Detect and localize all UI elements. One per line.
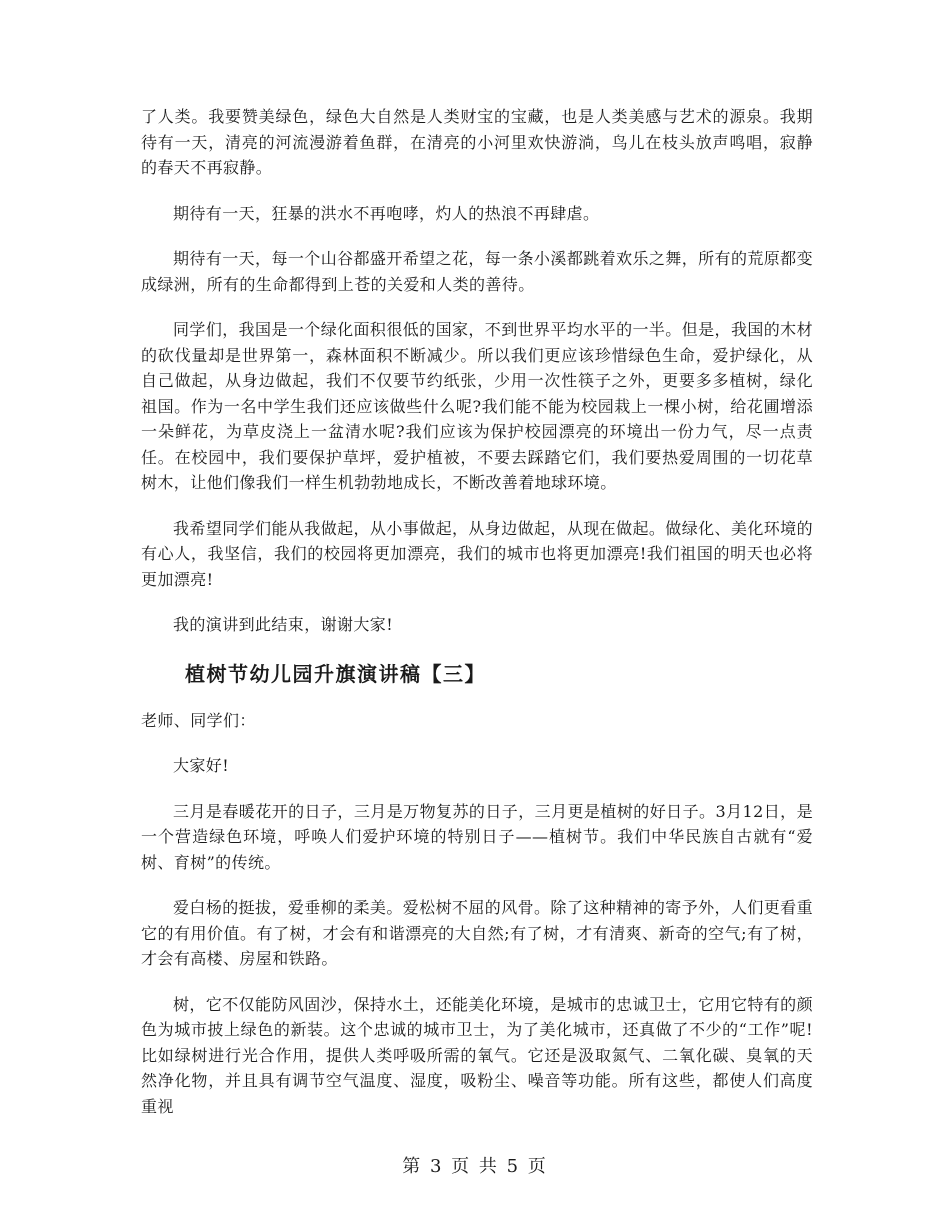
paragraph-closing: 我的演讲到此结束，谢谢大家! [173,615,394,634]
paragraph-continuation: 了人类。我要赞美绿色，绿色大自然是人类财宝的宝藏，也是人类美感与艺术的源泉。我期待有一天，清亮的河流漫游着鱼群，在清亮的小河里欢快游淌，鸟儿在枝头放声鸣唱，寂静的春天不再寂静。 [141,107,813,177]
paragraph-hope-flood: 期待有一天，狂暴的洪水不再咆哮，灼人的热浪不再肆虐。 [173,203,600,223]
greeting: 大家好! [173,756,230,775]
paragraph-hope-classmates: 我希望同学们能从我做起，从小事做起，从身边做起，从现在做起。做绿化、美化环境的有心人，我坚信，我们的校园将更加漂亮，我们的城市也将更加漂亮!我们祖国的明天也必将更加漂亮! [141,518,813,589]
salutation: 老师、同学们： [141,710,256,730]
paragraph-poplar: 爱白杨的挺拔，爱垂柳的柔美。爱松树不屈的风骨。除了这种精神的寄予外，人们更看重它的有用价值。有了树，才会有和谐漂亮的大自然;有了树，才有清爽、新奇的空气;有了树，才会有高楼、房屋和铁路。 [141,898,813,968]
paragraph-hope-valley: 期待有一天，每一个山谷都盛开希望之花，每一条小溪都跳着欢乐之舞，所有的荒原都变成绿洲，所有的生命都得到上苍的关爱和人类的善待。 [141,249,813,294]
paragraph-trees: 树，它不仅能防风固沙，保持水土，还能美化环境，是城市的忠诚卫士，它用它特有的颜色为城市披上绿色的新装。这个忠诚的城市卫士，为了美化城市，还真做了不少的“工作”呢!比如绿树进行光合作用，提供人类呼吸所需的氧气。它还是汲取氮气、二氧化碳、臭氧的天然净化物，并且具有调节空气温度、湿度，吸粉尘、噪音等功能。所有这些，都使人们高度重视 [141,994,813,1116]
paragraph-classmates: 同学们，我国是一个绿化面积很低的国家，不到世界平均水平的一半。但是，我国的木材的砍伐量却是世界第一，森林面积不断减少。所以我们更应该珍惜绿色生命，爱护绿化，从自己做起，从身边做起，我们不仅要节约纸张，少用一次性筷子之外，更要多多植树，绿化祖国。作为一名中学生我们还应该做些什么呢?我们能不能为校园栽上一棵小树，给花圃增添一朵鲜花，为草皮浇上一盆清水呢?我们应该为保护校园漂亮的环境出一份力气，尽一点责任。在校园中，我们要保护草坪，爱护植被，不要去踩踏它们，我们要热爱周围的一切花草树木，让他们像我们一样生机勃勃地成长，不断改善着地球环境。 [141,320,813,492]
paragraph-march: 三月是春暖花开的日子，三月是万物复苏的日子，三月更是植树的好日子。3月12日，是一个营造绿色环境，呼唤人们爱护环境的特别日子——植树节。我们中华民族自古就有“爱树、育树”的传统。 [141,801,813,872]
page-number-footer: 第 3 页 共 5 页 [402,1156,548,1177]
document-body [141,104,813,1119]
section-heading: 植树节幼儿园升旗演讲稿【三】 [185,661,486,686]
